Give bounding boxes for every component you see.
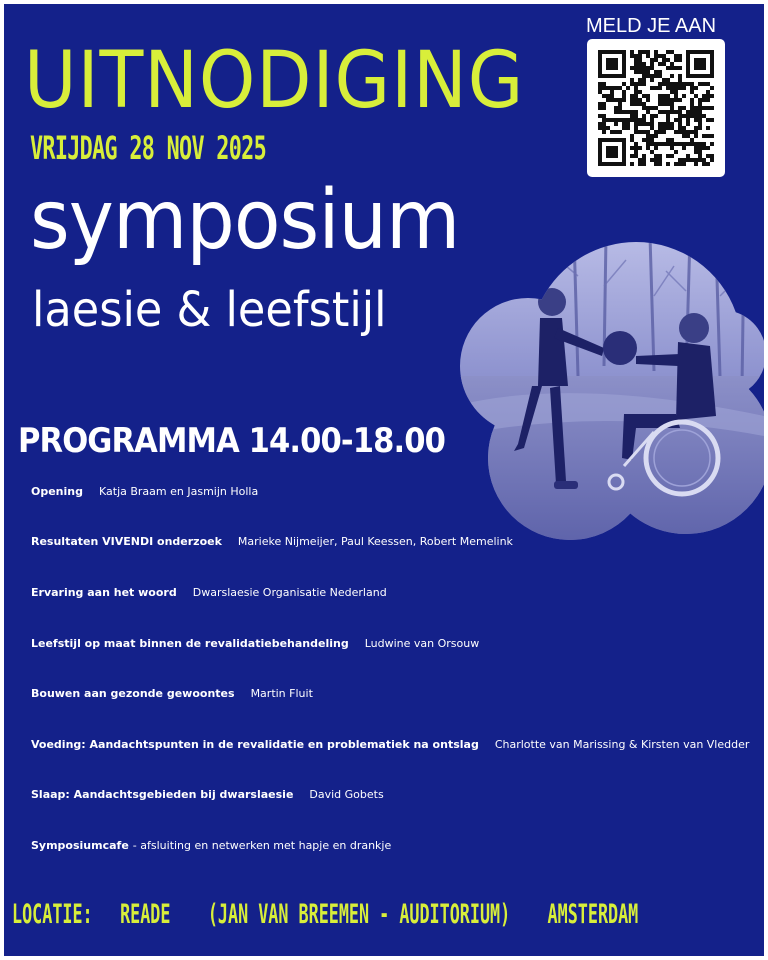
program-item-speakers: Charlotte van Marissing & Kirsten van Vledder — [494, 738, 750, 751]
program-item-speakers: Katja Braam en Jasmijn Holla — [99, 485, 259, 498]
program-item-title: Ervaring aan het woord — [31, 586, 177, 599]
program-item — [31, 638, 479, 649]
program-item-title: Symposiumcafe — [31, 839, 129, 852]
program-item-title: Opening — [31, 485, 83, 498]
program-item-speakers: David Gobets — [309, 788, 384, 801]
symposium-title: symposium — [30, 173, 460, 268]
location-venue: READE — [120, 899, 171, 930]
program-item-title: Leefstijl op maat binnen de revalidatiebehandeling — [31, 637, 349, 650]
program-item-speakers: Marieke Nijmeijer, Paul Keessen, Robert Memelink — [237, 535, 513, 548]
symposium-subtitle: laesie & leefstijl — [32, 282, 387, 338]
program-item-title: Resultaten VIVENDI onderzoek — [31, 535, 222, 548]
event-photo — [454, 236, 764, 544]
program-heading: PROGRAMMA 14.00-18.00 — [18, 421, 445, 461]
register-label: MELD JE AAN — [586, 15, 717, 37]
location-city: AMSTERDAM — [547, 899, 639, 930]
program-item-title: Voeding: Aandachtspunten in de revalidatie en problematiek na ontslag — [31, 738, 479, 751]
program-item-title: Slaap: Aandachtsgebieden bij dwarslaesie — [31, 788, 294, 801]
program-item — [31, 486, 258, 497]
program-item — [31, 789, 384, 800]
program-item-title: Bouwen aan gezonde gewoontes — [31, 687, 235, 700]
location-room: (JAN VAN BREEMEN - AUDITORIUM) — [207, 899, 511, 930]
invitation-title: UITNODIGING — [24, 36, 525, 126]
program-item-speakers: Martin Fluit — [250, 687, 313, 700]
location-label: LOCATIE: — [12, 899, 93, 930]
program-item-speakers: - afsluiting en netwerken met hapje en drankje — [132, 839, 392, 852]
program-item — [31, 688, 313, 699]
program-item-speakers: Ludwine van Orsouw — [364, 637, 480, 650]
location-line — [12, 901, 638, 928]
program-item — [31, 536, 513, 547]
qr-code-icon — [587, 39, 725, 177]
program-item — [31, 739, 749, 750]
program-item-speakers: Dwarslaesie Organisatie Nederland — [192, 586, 387, 599]
event-date: VRIJDAG 28 NOV 2025 — [30, 129, 266, 167]
program-item — [31, 840, 391, 851]
invitation-poster — [4, 4, 764, 956]
registration-qr-code[interactable] — [587, 39, 725, 177]
program-item — [31, 587, 387, 598]
